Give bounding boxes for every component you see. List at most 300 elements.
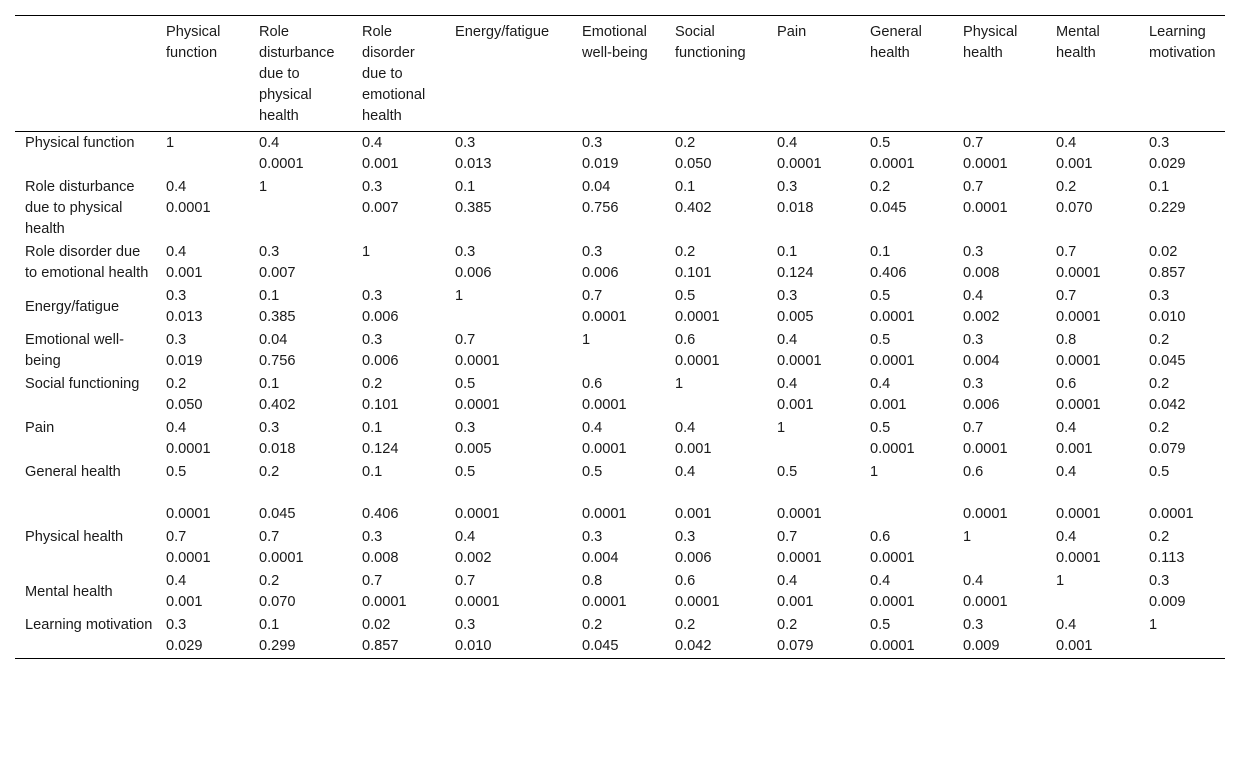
table-cell — [667, 329, 769, 373]
table-row — [15, 241, 1225, 285]
table-cell — [862, 176, 955, 241]
p-value: 0.079 — [777, 638, 814, 654]
table-row — [15, 285, 1225, 329]
p-value: 0.018 — [259, 441, 296, 457]
p-value: 0.0001 — [870, 353, 915, 369]
table-cell — [955, 570, 1048, 614]
table-cell — [862, 241, 955, 285]
correlation-value: 0.8 — [1056, 332, 1077, 348]
correlation-value: 1 — [675, 376, 684, 392]
correlation-value: 0.3 — [259, 244, 280, 260]
correlation-value: 0.3 — [1149, 288, 1170, 304]
p-value: 0.0001 — [675, 309, 720, 325]
correlation-value: 0.4 — [455, 529, 476, 545]
p-value: 0.113 — [1149, 550, 1185, 566]
p-value: 0.050 — [675, 156, 712, 172]
table-cell — [354, 285, 447, 329]
p-value: 0.385 — [259, 309, 296, 325]
p-value: 0.0001 — [582, 594, 627, 610]
table-cell — [1141, 329, 1225, 373]
correlation-value: 0.04 — [259, 332, 288, 348]
correlation-value: 0.4 — [362, 135, 383, 151]
correlation-value: 0.3 — [675, 529, 696, 545]
p-value: 0.001 — [1056, 441, 1093, 457]
p-value: 0.001 — [166, 265, 203, 281]
p-value: 0.042 — [1149, 397, 1186, 413]
p-value: 0.0001 — [582, 441, 627, 457]
table-cell — [955, 526, 1048, 570]
table-cell — [354, 461, 447, 526]
correlation-value: 0.6 — [870, 529, 891, 545]
table-row — [15, 176, 1225, 241]
p-value: 0.019 — [582, 156, 619, 172]
correlation-value: 0.3 — [582, 135, 603, 151]
p-value: 0.001 — [166, 594, 203, 610]
correlation-value: 0.6 — [675, 332, 696, 348]
correlation-value: 0.5 — [777, 464, 798, 480]
correlation-table — [15, 15, 1225, 659]
correlation-value: 0.3 — [1149, 573, 1170, 589]
p-value: 0.0001 — [963, 156, 1008, 172]
table-cell — [955, 614, 1048, 659]
table-cell — [158, 373, 251, 417]
p-value: 0.0001 — [362, 594, 407, 610]
table-cell — [1141, 285, 1225, 329]
p-value: 0.0001 — [259, 550, 304, 566]
table-cell — [574, 329, 667, 373]
table-cell — [354, 329, 447, 373]
table-cell — [955, 417, 1048, 461]
correlation-value: 0.3 — [777, 179, 798, 195]
table-row — [15, 461, 1225, 526]
table-cell — [1048, 373, 1141, 417]
p-value: 0.006 — [362, 353, 399, 369]
table-cell — [158, 176, 251, 241]
p-value: 0.0001 — [166, 441, 211, 457]
correlation-value: 1 — [963, 529, 972, 545]
table-cell — [769, 417, 862, 461]
table-cell — [251, 373, 354, 417]
p-value: 0.857 — [1149, 265, 1186, 281]
table-cell — [1048, 570, 1141, 614]
correlation-value: 0.1 — [259, 288, 280, 304]
table-cell — [1141, 461, 1225, 526]
correlation-value: 0.8 — [582, 573, 603, 589]
p-value: 0.124 — [362, 441, 399, 457]
p-value: 0.029 — [166, 638, 203, 654]
column-header: Social functioning — [675, 24, 746, 61]
correlation-value: 0.1 — [870, 244, 891, 260]
p-value: 0.010 — [1149, 309, 1186, 325]
correlation-value: 0.5 — [870, 288, 891, 304]
table-cell — [769, 176, 862, 241]
p-value: 0.101 — [675, 265, 712, 281]
table-row — [15, 329, 1225, 373]
p-value: 0.0001 — [582, 309, 627, 325]
column-header: Mental health — [1056, 24, 1100, 61]
table-cell — [862, 526, 955, 570]
table-cell — [251, 570, 354, 614]
p-value: 0.008 — [362, 550, 399, 566]
column-header: Emotional well-being — [582, 24, 648, 61]
p-value: 0.0001 — [166, 200, 211, 216]
table-cell — [447, 570, 574, 614]
p-value: 0.0001 — [870, 594, 915, 610]
correlation-value: 0.1 — [1149, 179, 1170, 195]
table-cell — [667, 176, 769, 241]
correlation-value: 1 — [1149, 617, 1158, 633]
p-value: 0.045 — [870, 200, 907, 216]
table-row — [15, 132, 1225, 177]
correlation-value: 0.7 — [362, 573, 383, 589]
correlation-value: 0.7 — [1056, 288, 1077, 304]
table-cell — [667, 132, 769, 177]
p-value: 0.0001 — [870, 309, 915, 325]
p-value: 0.0001 — [582, 506, 627, 522]
p-value: 0.385 — [455, 200, 492, 216]
correlation-value: 0.3 — [582, 529, 603, 545]
correlation-value: 0.2 — [675, 135, 696, 151]
table-cell — [955, 329, 1048, 373]
correlation-value: 0.4 — [675, 464, 696, 480]
p-value: 0.0001 — [1056, 397, 1101, 413]
correlation-value: 0.7 — [259, 529, 280, 545]
p-value: 0.009 — [963, 638, 1000, 654]
correlation-value: 0.4 — [166, 179, 187, 195]
p-value: 0.004 — [582, 550, 619, 566]
p-value: 0.001 — [777, 594, 814, 610]
p-value: 0.045 — [582, 638, 619, 654]
p-value: 0.0001 — [455, 397, 500, 413]
table-cell — [667, 241, 769, 285]
correlation-value: 0.4 — [777, 573, 798, 589]
table-cell — [158, 241, 251, 285]
correlation-value: 0.6 — [675, 573, 696, 589]
p-value: 0.406 — [362, 506, 399, 522]
table-cell — [1048, 461, 1141, 526]
table-cell — [862, 614, 955, 659]
correlation-value: 0.3 — [362, 529, 383, 545]
p-value: 0.0001 — [963, 594, 1008, 610]
table-cell — [1048, 285, 1141, 329]
correlation-value: 1 — [166, 135, 175, 151]
table-cell — [158, 329, 251, 373]
row-label: Role disorder due to emotional health — [25, 244, 149, 281]
correlation-value: 0.3 — [963, 332, 984, 348]
correlation-value: 0.5 — [455, 464, 476, 480]
correlation-value: 0.4 — [1056, 135, 1077, 151]
correlation-value: 0.2 — [1149, 332, 1170, 348]
column-header: Role disorder due to emotional health — [362, 24, 426, 124]
p-value: 0.0001 — [1056, 265, 1101, 281]
table-cell — [354, 176, 447, 241]
p-value: 0.756 — [582, 200, 619, 216]
correlation-value: 0.3 — [963, 376, 984, 392]
table-cell — [955, 241, 1048, 285]
p-value: 0.402 — [259, 397, 296, 413]
correlation-value: 0.2 — [870, 179, 891, 195]
table-cell — [354, 373, 447, 417]
row-label: Emotional well-being — [25, 332, 124, 369]
p-value: 0.006 — [582, 265, 619, 281]
correlation-value: 0.6 — [1056, 376, 1077, 392]
p-value: 0.001 — [675, 441, 712, 457]
corner-header-cell — [15, 16, 158, 132]
table-cell — [251, 241, 354, 285]
row-label: Energy/fatigue — [25, 298, 120, 315]
column-header: General health — [870, 24, 922, 61]
table-cell — [158, 614, 251, 659]
correlation-value: 0.3 — [582, 244, 603, 260]
correlation-value: 0.5 — [870, 332, 891, 348]
table-cell — [251, 329, 354, 373]
table-cell — [1048, 132, 1141, 177]
table-cell — [862, 461, 955, 526]
p-value: 0.0001 — [870, 156, 915, 172]
correlation-value: 0.1 — [259, 376, 280, 392]
table-cell — [667, 526, 769, 570]
table-cell — [447, 417, 574, 461]
correlation-value: 0.4 — [1056, 617, 1077, 633]
p-value: 0.006 — [675, 550, 712, 566]
p-value: 0.009 — [1149, 594, 1186, 610]
correlation-value: 0.5 — [870, 135, 891, 151]
p-value: 0.229 — [1149, 200, 1186, 216]
table-cell — [574, 241, 667, 285]
p-value: 0.0001 — [1056, 353, 1101, 369]
column-header: Energy/fatigue — [455, 24, 550, 40]
correlation-value: 0.1 — [362, 464, 383, 480]
p-value: 0.299 — [259, 638, 296, 654]
correlation-value: 0.5 — [1149, 464, 1170, 480]
p-value: 0.006 — [362, 309, 399, 325]
table-cell — [1141, 526, 1225, 570]
table-cell — [1141, 570, 1225, 614]
table-cell — [574, 176, 667, 241]
table-cell — [955, 132, 1048, 177]
p-value: 0.0001 — [455, 353, 500, 369]
table-cell — [667, 570, 769, 614]
table-cell — [862, 417, 955, 461]
correlation-value: 0.5 — [675, 288, 696, 304]
correlation-value: 0.3 — [455, 135, 476, 151]
p-value: 0.050 — [166, 397, 203, 413]
correlation-value: 0.4 — [259, 135, 280, 151]
p-value: 0.013 — [166, 309, 203, 325]
table-cell — [862, 285, 955, 329]
correlation-value: 0.7 — [777, 529, 798, 545]
table-cell — [354, 241, 447, 285]
table-cell — [1141, 417, 1225, 461]
correlation-value: 0.4 — [870, 376, 891, 392]
column-header: Role disturbance due to physical health — [259, 24, 335, 124]
p-value: 0.0001 — [675, 594, 720, 610]
p-value: 0.006 — [963, 397, 1000, 413]
correlation-value: 1 — [582, 332, 591, 348]
p-value: 0.004 — [963, 353, 1000, 369]
correlation-value: 0.4 — [1056, 464, 1077, 480]
correlation-value: 0.5 — [870, 420, 891, 436]
column-header: Learning motivation — [1149, 24, 1216, 61]
table-cell — [667, 461, 769, 526]
correlation-value: 0.04 — [582, 179, 611, 195]
p-value: 0.0001 — [777, 506, 822, 522]
table-cell — [447, 526, 574, 570]
correlation-value: 0.4 — [777, 376, 798, 392]
table-cell — [955, 285, 1048, 329]
correlation-value: 1 — [455, 288, 464, 304]
correlation-value: 0.1 — [362, 420, 383, 436]
p-value: 0.010 — [455, 638, 492, 654]
p-value: 0.0001 — [259, 156, 304, 172]
correlation-value: 0.4 — [166, 573, 187, 589]
p-value: 0.0001 — [455, 594, 500, 610]
table-cell — [574, 373, 667, 417]
correlation-value: 0.7 — [455, 332, 476, 348]
correlation-value: 0.3 — [963, 617, 984, 633]
correlation-value: 0.5 — [166, 464, 187, 480]
p-value: 0.0001 — [582, 397, 627, 413]
correlation-value: 0.2 — [777, 617, 798, 633]
correlation-value: 0.2 — [1149, 376, 1170, 392]
p-value: 0.001 — [1056, 638, 1093, 654]
p-value: 0.042 — [675, 638, 712, 654]
table-cell — [354, 570, 447, 614]
p-value: 0.402 — [675, 200, 712, 216]
correlation-value: 0.4 — [675, 420, 696, 436]
row-label: Learning motivation — [25, 617, 153, 633]
correlation-value: 0.3 — [455, 420, 476, 436]
p-value: 0.0001 — [777, 156, 822, 172]
correlation-value: 0.2 — [1149, 529, 1170, 545]
table-cell — [1048, 241, 1141, 285]
table-cell — [251, 176, 354, 241]
correlation-value: 0.1 — [455, 179, 476, 195]
correlation-value: 0.7 — [963, 420, 984, 436]
table-cell — [354, 614, 447, 659]
correlation-value: 0.4 — [166, 244, 187, 260]
table-cell — [1141, 132, 1225, 177]
p-value: 0.0001 — [166, 550, 211, 566]
correlation-value: 0.5 — [870, 617, 891, 633]
p-value: 0.001 — [777, 397, 814, 413]
correlation-value: 0.4 — [582, 420, 603, 436]
correlation-value: 0.3 — [166, 332, 187, 348]
correlation-value: 0.3 — [455, 244, 476, 260]
p-value: 0.0001 — [166, 506, 211, 522]
p-value: 0.029 — [1149, 156, 1186, 172]
p-value: 0.001 — [870, 397, 907, 413]
table-cell — [447, 176, 574, 241]
p-value: 0.070 — [1056, 200, 1093, 216]
table-cell — [354, 417, 447, 461]
table-cell — [769, 132, 862, 177]
correlation-value: 0.7 — [1056, 244, 1077, 260]
table-cell — [251, 526, 354, 570]
header-row — [15, 16, 1225, 132]
table-row — [15, 570, 1225, 614]
table-cell — [251, 285, 354, 329]
correlation-value: 0.2 — [1056, 179, 1077, 195]
column-header: Pain — [777, 24, 807, 40]
correlation-value: 0.7 — [455, 573, 476, 589]
p-value: 0.857 — [362, 638, 399, 654]
correlation-value: 0.2 — [675, 244, 696, 260]
table-cell — [574, 570, 667, 614]
table-cell — [862, 329, 955, 373]
table-cell — [158, 285, 251, 329]
p-value: 0.019 — [166, 353, 203, 369]
table-cell — [447, 614, 574, 659]
table-cell — [447, 241, 574, 285]
correlation-value: 0.1 — [259, 617, 280, 633]
table-cell — [158, 570, 251, 614]
correlation-value: 0.02 — [1149, 244, 1178, 260]
table-cell — [667, 285, 769, 329]
correlation-value: 0.3 — [362, 288, 383, 304]
correlation-value: 0.2 — [675, 617, 696, 633]
correlation-value: 0.4 — [870, 573, 891, 589]
table-cell — [769, 285, 862, 329]
table-cell — [862, 570, 955, 614]
correlation-value: 0.4 — [777, 135, 798, 151]
table-cell — [769, 526, 862, 570]
p-value: 0.0001 — [455, 506, 500, 522]
table-row — [15, 373, 1225, 417]
p-value: 0.0001 — [870, 638, 915, 654]
p-value: 0.0001 — [1056, 550, 1101, 566]
p-value: 0.0001 — [963, 441, 1008, 457]
table-cell — [158, 417, 251, 461]
correlation-value: 0.2 — [1149, 420, 1170, 436]
table-cell — [1141, 241, 1225, 285]
p-value: 0.079 — [1149, 441, 1186, 457]
correlation-value: 0.7 — [963, 179, 984, 195]
table-cell — [354, 526, 447, 570]
correlation-value: 0.3 — [259, 420, 280, 436]
correlation-value: 0.4 — [963, 573, 984, 589]
table-cell — [1048, 176, 1141, 241]
correlation-value: 1 — [259, 179, 268, 195]
p-value: 0.002 — [963, 309, 1000, 325]
table-cell — [447, 329, 574, 373]
correlation-value: 0.3 — [777, 288, 798, 304]
correlation-table-container — [15, 15, 1225, 659]
p-value: 0.013 — [455, 156, 492, 172]
correlation-value: 0.2 — [166, 376, 187, 392]
row-label: General health — [25, 464, 121, 480]
table-row — [15, 417, 1225, 461]
table-cell — [769, 570, 862, 614]
table-body — [15, 132, 1225, 659]
table-cell — [158, 526, 251, 570]
table-cell — [158, 461, 251, 526]
correlation-value: 0.2 — [259, 464, 280, 480]
table-cell — [574, 285, 667, 329]
correlation-value: 0.3 — [455, 617, 476, 633]
correlation-value: 0.3 — [1149, 135, 1170, 151]
correlation-value: 0.1 — [777, 244, 798, 260]
table-cell — [1048, 614, 1141, 659]
table-cell — [158, 132, 251, 177]
table-cell — [769, 614, 862, 659]
correlation-value: 0.6 — [963, 464, 984, 480]
p-value: 0.002 — [455, 550, 492, 566]
table-cell — [769, 241, 862, 285]
table-cell — [955, 176, 1048, 241]
p-value: 0.007 — [362, 200, 399, 216]
correlation-value: 1 — [777, 420, 786, 436]
